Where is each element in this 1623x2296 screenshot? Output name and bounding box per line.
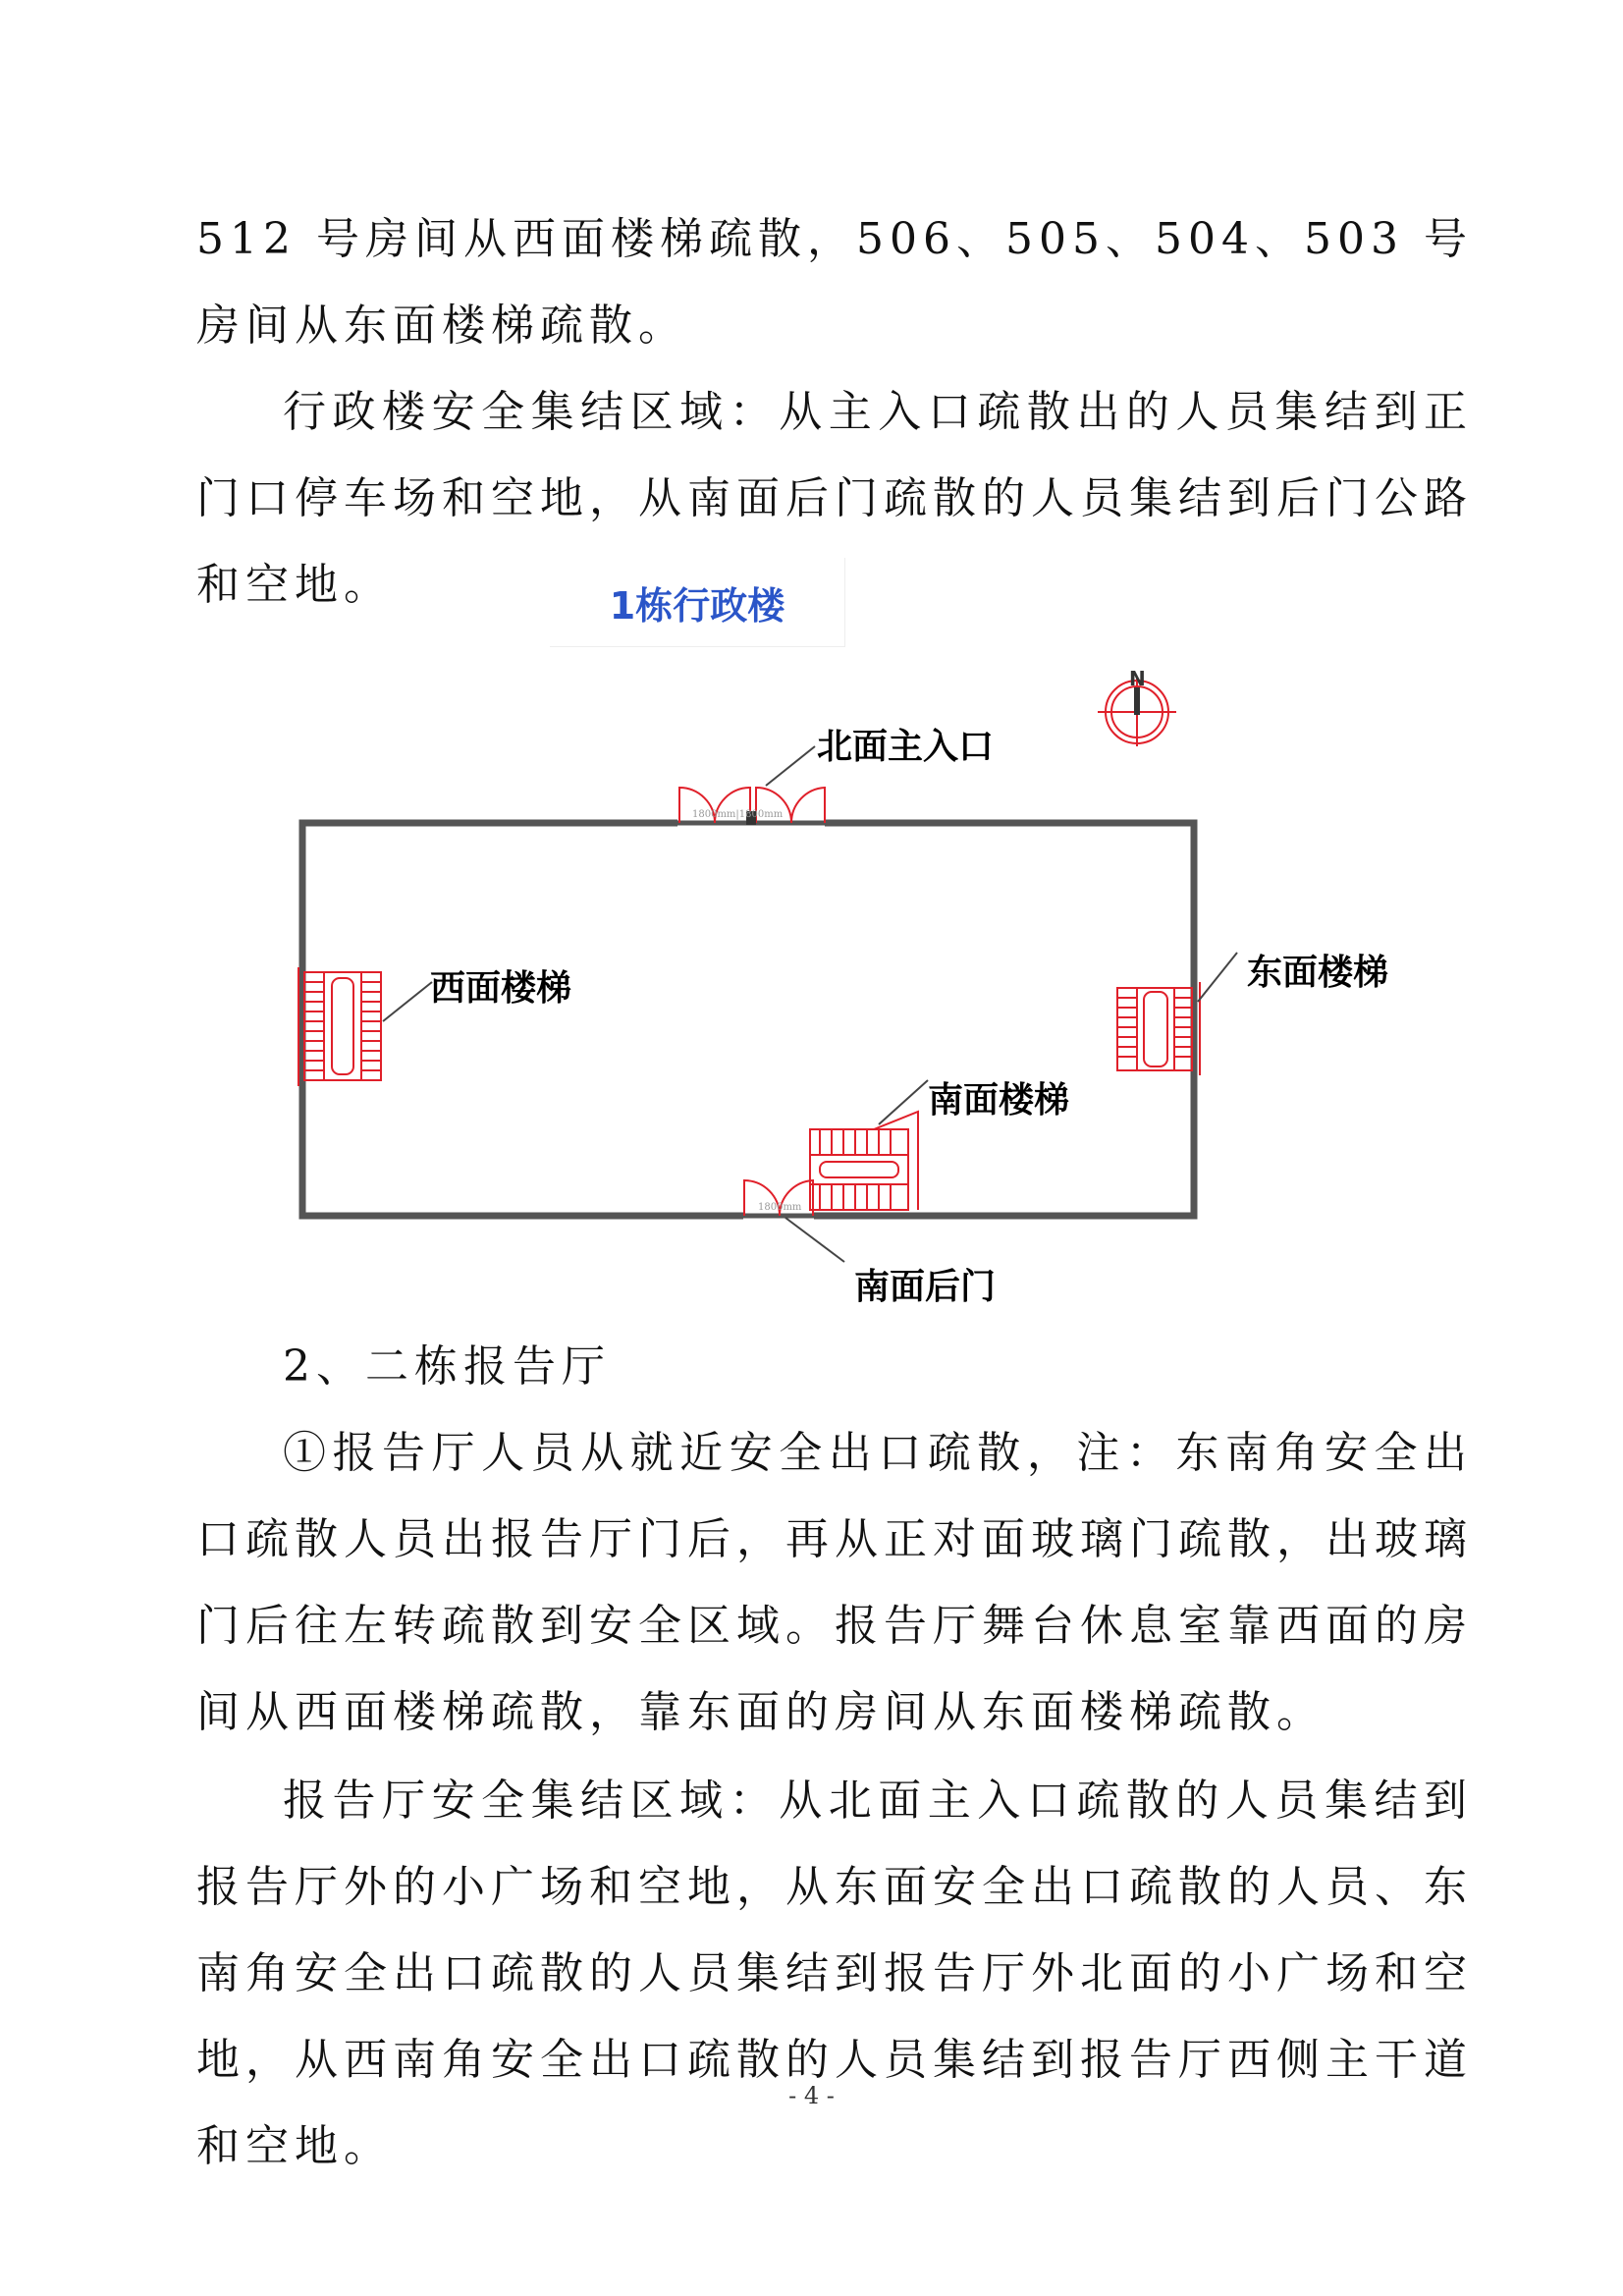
- label-east-stairs: 东面楼梯: [1247, 953, 1389, 993]
- paragraph-hall-assembly-area: 报告厅安全集结区域：从北面主入口疏散的人员集结到报告厅外的小广场和空地，从东面安全出口疏散的人员、东南角安全出口疏散的人员集结到报告厅外北面的小广场和空地，从西南角安全出口疏散的人员集结到报告厅西侧主干道和空地。: [196, 1776, 1473, 2171]
- north-entrance-leader: [766, 746, 815, 786]
- label-north-entrance: 北面主入口: [817, 727, 995, 767]
- paragraph-admin-assembly-area: 行政楼安全集结区域：从主入口疏散出的人员集结到正门口停车场和空地，从南面后门疏散的人员集结到后门公路和空地。: [196, 387, 1473, 610]
- building-outline: [302, 815, 1194, 1224]
- south-stairs: [810, 1112, 918, 1210]
- west-stairs: [298, 967, 381, 1086]
- svg-text:1800mm|1800mm: 1800mm|1800mm: [692, 809, 784, 820]
- paragraph-rooms-evacuation: 512 号房间从西面楼梯疏散，506、505、504、503 号房间从东面楼梯疏散。: [196, 214, 1473, 351]
- paragraph-hall-evacuation: ①报告厅人员从就近安全出口疏散，注：东南角安全出口疏散人员出报告厅门后，再从正对面玻璃门疏散，出玻璃门后往左转疏散到安全区域。报告厅舞台休息室靠西面的房间从西面楼梯疏散，靠东面的房间从东面楼梯疏散。: [196, 1428, 1473, 1737]
- compass-letter: N: [1129, 667, 1146, 690]
- east-stairs-leader: [1198, 953, 1237, 1002]
- label-west-stairs: 西面楼梯: [430, 968, 572, 1009]
- svg-text:1800mm: 1800mm: [758, 1202, 802, 1213]
- south-door-leader: [785, 1218, 844, 1262]
- section-heading: 2、二栋报告厅: [283, 1341, 611, 1392]
- page-number: - 4 -: [788, 2082, 835, 2109]
- diagram-title: 1栋行政楼: [550, 558, 845, 647]
- east-stairs: [1117, 982, 1200, 1075]
- label-south-stairs: 南面楼梯: [928, 1080, 1070, 1121]
- west-stairs-leader: [383, 982, 432, 1021]
- label-south-back-door: 南面后门: [854, 1267, 997, 1307]
